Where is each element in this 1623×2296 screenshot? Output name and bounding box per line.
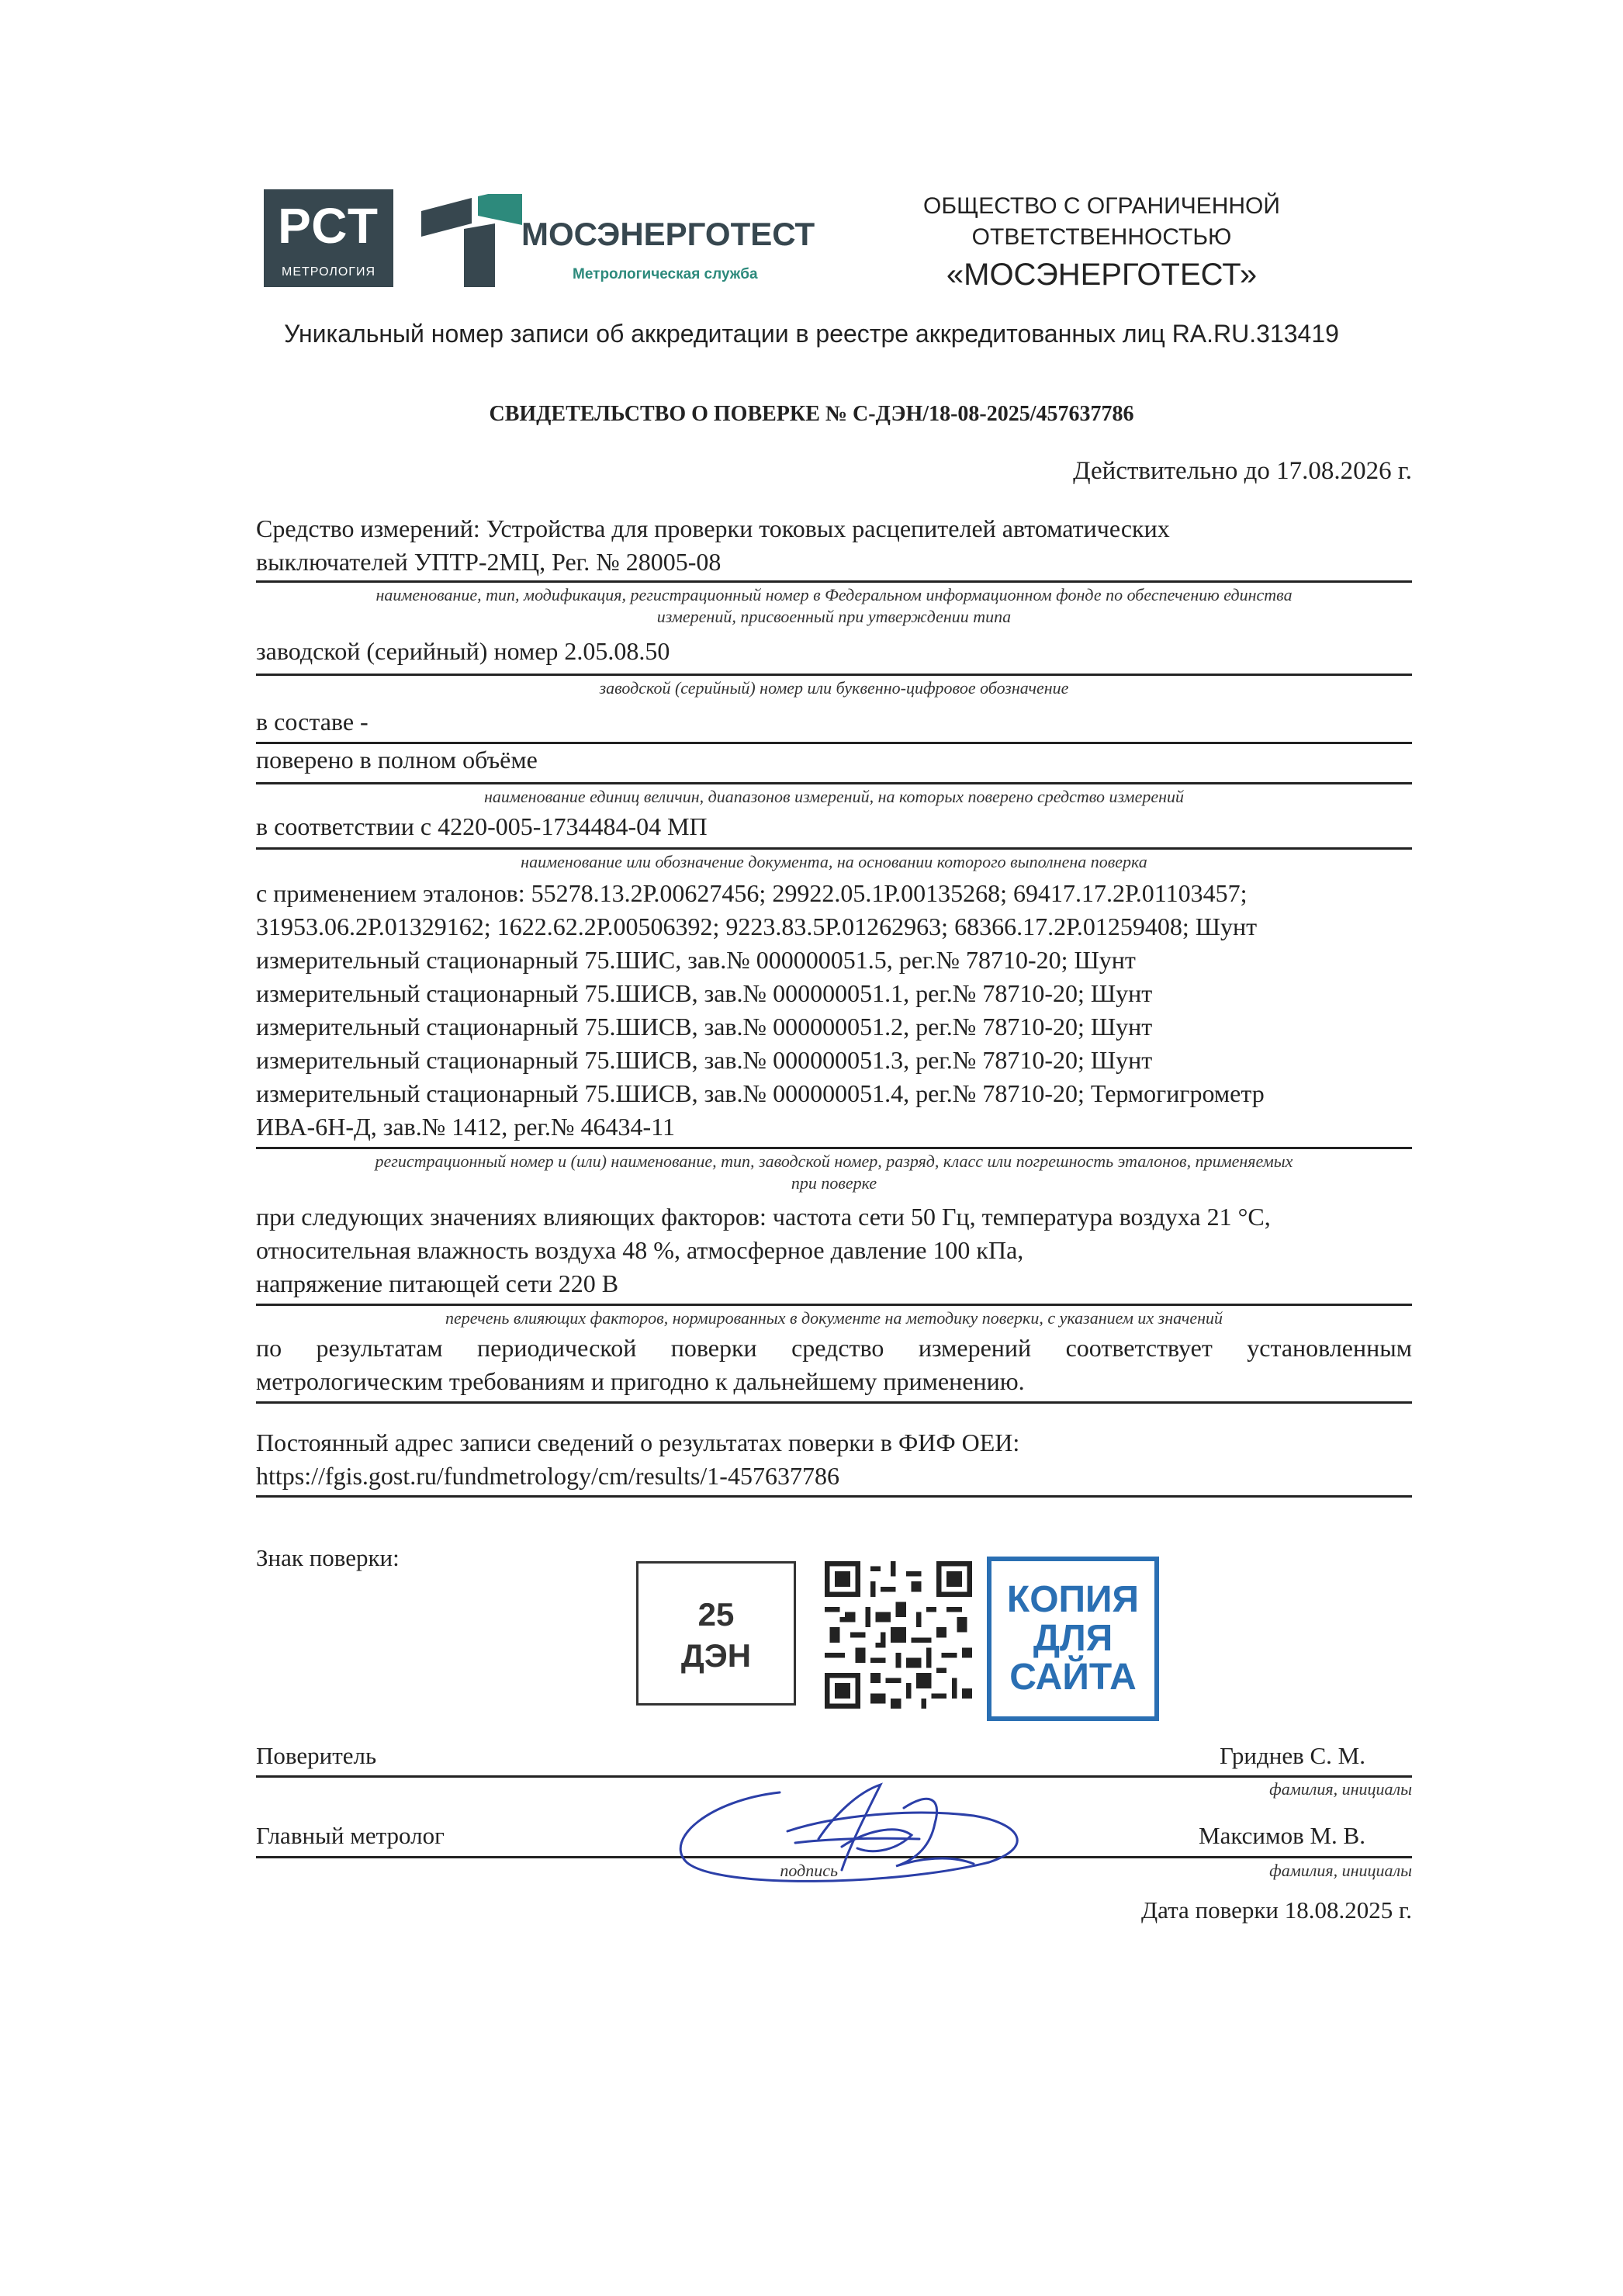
serial-number: заводской (серийный) номер 2.05.08.50 — [256, 637, 670, 665]
address-line-1: Постоянный адрес записи сведений о результатах поверки в ФИФ ОЕИ: — [256, 1429, 1020, 1456]
signature-note: подпись — [780, 1861, 838, 1880]
signature-icon — [663, 1761, 1036, 1893]
composition: в составе - — [256, 708, 369, 736]
instrument-note-line-2: измерений, присвоенный при утверждении типа — [656, 607, 1012, 626]
instrument-line-2: выключателей УПТР-2МЦ, Рег. № 28005-08 — [256, 548, 722, 576]
address-link[interactable]: https://fgis.gost.ru/fundmetrology/cm/results/1-457637786 — [256, 1462, 839, 1490]
standards-line-3: измерительный стационарный 75.ШИС, зав.№ 000000051.5, рег.№ 78710-20; Шунт — [256, 946, 1136, 974]
divider — [256, 1401, 1412, 1404]
serial-note: заводской (серийный) номер или буквенно-цифровое обозначение — [599, 678, 1069, 698]
certificate-title: СВИДЕТЕЛЬСТВО О ПОВЕРКЕ № С-ДЭН/18-08-2025/457637786 — [489, 402, 1134, 426]
copy-stamp-line-1: КОПИЯ — [1006, 1579, 1140, 1620]
standards-line-1: с применением эталонов: 55278.13.2Р.00627456; 29922.05.1Р.00135268; 69417.17.2Р.01103457; — [256, 879, 1248, 907]
conditions-line-3: напряжение питающей сети 220 В — [256, 1269, 619, 1297]
mosenergotest-logo-name: МОСЭНЕРГОТЕСТ — [521, 216, 815, 252]
verifier-label: Поверитель — [256, 1742, 377, 1769]
verification-mark-number: 25 — [697, 1596, 735, 1633]
copy-stamp-line-3: САЙТА — [1009, 1657, 1137, 1698]
copy-stamp-line-2: ДЛЯ — [1033, 1618, 1113, 1659]
standards-line-6: измерительный стационарный 75.ШИСВ, зав.№ 000000051.3, рег.№ 78710-20; Шунт — [256, 1046, 1153, 1074]
standards-line-4: измерительный стационарный 75.ШИСВ, зав.№ 000000051.1, рег.№ 78710-20; Шунт — [256, 979, 1153, 1007]
conditions-line-1: при следующих значениях влияющих факторов: частота сети 50 Гц, температура воздуха 21 °С, — [256, 1203, 1271, 1231]
organization-line-3: «МОСЭНЕРГОТЕСТ» — [946, 258, 1258, 292]
divider — [256, 1147, 1412, 1149]
standards-line-8: ИВА-6Н-Д, зав.№ 1412, рег.№ 46434-11 — [256, 1113, 675, 1141]
method-value: в соответствии с 4220-005-1734484-04 МП — [256, 812, 708, 840]
chief-metrologist-name: Максимов М. В. — [1199, 1822, 1365, 1849]
organization-line-1: ОБЩЕСТВО С ОГРАНИЧЕННОЙ — [923, 193, 1280, 219]
rst-logo-word: РСТ — [278, 198, 379, 254]
divider — [256, 847, 1412, 850]
verification-mark — [636, 1561, 796, 1706]
standards-note-line-2: при поверке — [791, 1173, 877, 1193]
standards-line-7: измерительный стационарный 75.ШИСВ, зав.№ 000000051.4, рег.№ 78710-20; Термогигрометр — [256, 1079, 1265, 1107]
verifier-name-note: фамилия, инициалы — [1269, 1779, 1412, 1799]
rst-logo — [264, 189, 393, 287]
scope-note: наименование единиц величин, диапазонов измерений, на которых поверено средство измерений — [483, 787, 1185, 806]
scope-value: поверено в полном объёме — [256, 746, 538, 774]
divider — [256, 1304, 1412, 1306]
result-line-2: метрологическим требованиям и пригодно к дальнейшему применению. — [256, 1367, 1025, 1395]
chief-name-note: фамилия, инициалы — [1269, 1861, 1412, 1880]
copy-for-site-stamp — [987, 1557, 1159, 1721]
mosenergotest-logo-subtitle: Метрологическая служба — [573, 266, 758, 282]
verification-date: Дата поверки 18.08.2025 г. — [1141, 1896, 1412, 1924]
organization-name — [884, 191, 1319, 296]
divider — [256, 1495, 1412, 1498]
conditions-line-2: относительная влажность воздуха 48 %, атмосферное давление 100 кПа, — [256, 1236, 1024, 1264]
method-note: наименование или обозначение документа, на основании которого выполнена поверка — [521, 852, 1147, 871]
valid-until: Действительно до 17.08.2026 г. — [1073, 457, 1412, 485]
accreditation-line: Уникальный номер записи об аккредитации в реестре аккредитованных лиц RA.RU.313419 — [284, 320, 1339, 348]
divider — [256, 674, 1412, 676]
qr-code-icon — [825, 1561, 972, 1709]
verification-mark-code: ДЭН — [680, 1637, 752, 1674]
verification-mark-label: Знак поверки: — [256, 1544, 400, 1571]
verifier-name: Гриднев С. М. — [1219, 1742, 1365, 1769]
rst-logo-subtitle: МЕТРОЛОГИЯ — [281, 265, 376, 279]
standards-line-2: 31953.06.2Р.01329162; 1622.62.2Р.00506392; 9223.83.5Р.01262963; 68366.17.2Р.01259408; Шунт — [256, 913, 1258, 940]
divider — [256, 580, 1412, 583]
divider — [256, 782, 1412, 784]
standards-line-5: измерительный стационарный 75.ШИСВ, зав.№ 000000051.2, рег.№ 78710-20; Шунт — [256, 1013, 1153, 1041]
standards-note-line-1: регистрационный номер и (или) наименование, тип, заводской номер, разряд, класс или погрешность эталонов, применяемых — [375, 1151, 1293, 1171]
instrument-line-1: Средство измерений: Устройства для проверки токовых расцепителей автоматических — [256, 514, 1170, 542]
conditions-note: перечень влияющих факторов, нормированных в документе на методику поверки, с указанием их значений — [445, 1308, 1223, 1328]
instrument-note-line-1: наименование, тип, модификация, регистрационный номер в Федеральном информационном фонде по обеспечению единства — [375, 585, 1293, 604]
result-line-1: по результатам периодической поверки средство измерений соответствует установленным — [256, 1334, 1412, 1362]
organization-line-2: ОТВЕТСТВЕННОСТЬЮ — [971, 224, 1232, 250]
mosenergotest-logo-icon — [417, 194, 526, 291]
chief-metrologist-label: Главный метролог — [256, 1822, 445, 1849]
